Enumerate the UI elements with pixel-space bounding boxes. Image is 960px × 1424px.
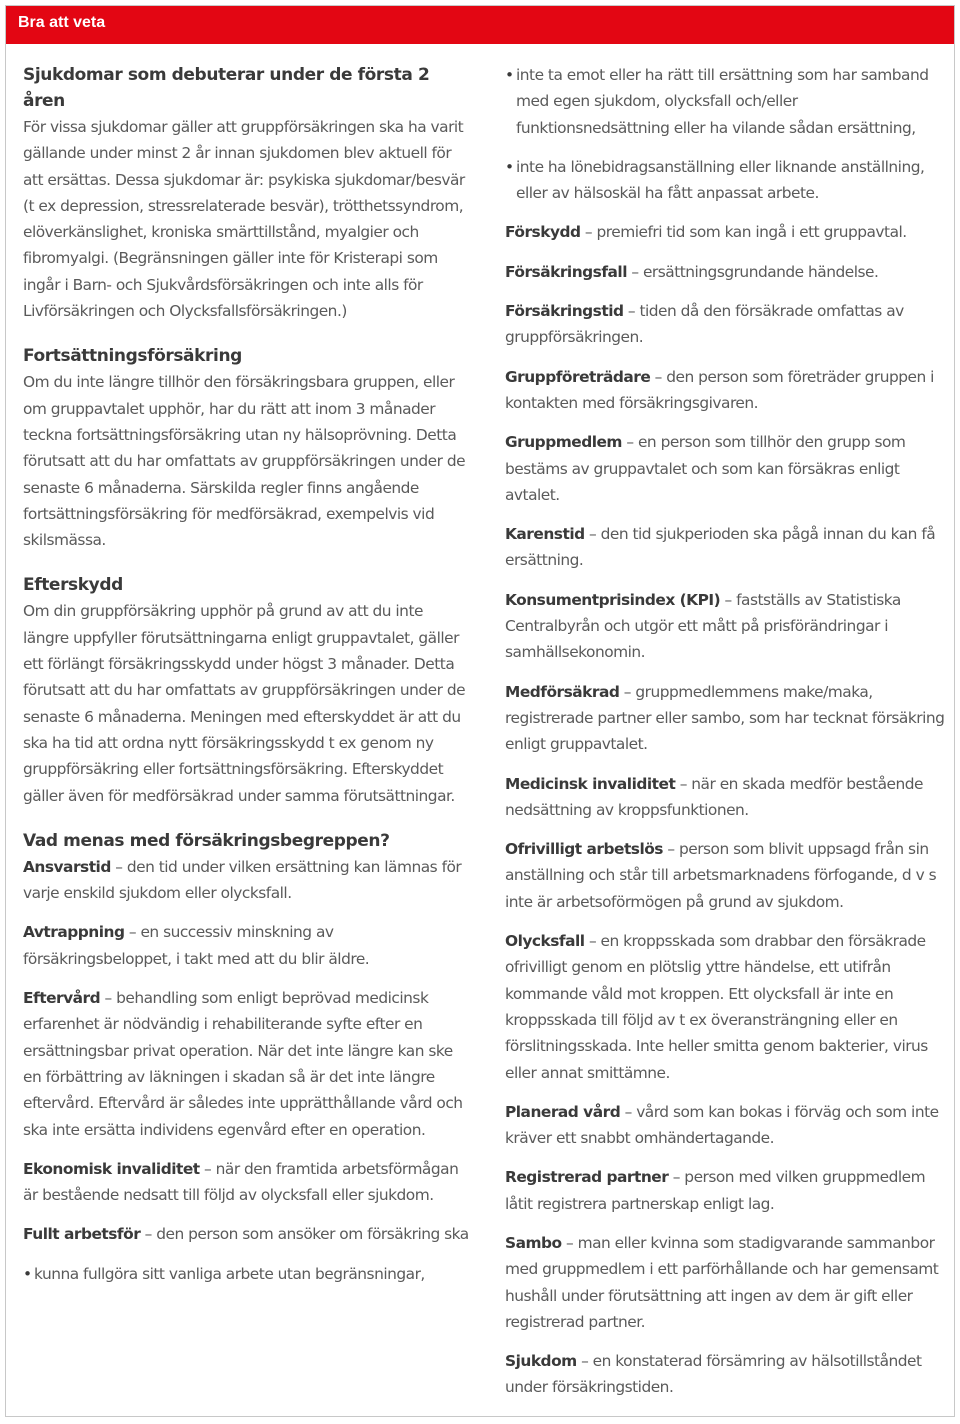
- definition-text: – en person som tillhör den grupp som bestäms av gruppavtalet och som kan försäkras enligt avtalet.: [505, 433, 906, 504]
- definition-term: Ekonomisk invaliditet: [23, 1159, 200, 1178]
- section-text: För vissa sjukdomar gäller att gruppförsäkringen ska ha varit gällande under minst 2 år innan sjukdomen blev aktuell för att ersättas. Dessa sjukdomar är: psykiska sjukdomar/besvär (t ex depression, stressrelaterade besvär), trötthetssyndrom, elöverkänslighet, kroniska smärttillstånd, myalgier och fibromyalgi. (Begränsningen gäller inte för Kristerapi som ingår i Barn- och Sjukvårdsförsäkringen och inte alls för Livförsäkringen och Olycksfallsförsäkringen.): [23, 118, 465, 321]
- definition-text: – vård som kan bokas i förväg och som inte kräver ett snabbt omhändertagande.: [505, 1102, 939, 1148]
- definition-text: – tiden då den försäkrade omfattas av gruppförsäkringen.: [505, 302, 904, 347]
- definitions-heading: Vad menas med försäkringsbegreppen?: [23, 830, 390, 851]
- definition-term: Gruppföreträdare: [505, 367, 651, 386]
- section-early-illness: [23, 62, 473, 324]
- section-heading: Sjukdomar som debuterar under de första 2 åren: [23, 65, 430, 111]
- definition-term: Konsumentprisindex (KPI): [505, 590, 721, 609]
- definition-item: [505, 259, 955, 285]
- definition-text: – ersättningsgrundande händelse.: [626, 262, 879, 281]
- definition-item: [505, 836, 955, 915]
- definition-term: Eftervård: [23, 989, 101, 1008]
- section-after-cover: [23, 572, 473, 808]
- section-banner: [6, 6, 954, 44]
- definition-term: Planerad vård: [505, 1102, 621, 1121]
- definition-text: – när den framtida arbetsförmågan är bestående nedsatt till följd av olycksfall eller sjukdom.: [23, 1159, 459, 1205]
- definition-item: [23, 919, 473, 972]
- definition-text: – den person som ansöker om försäkring ska: [140, 1225, 469, 1244]
- bullet-text: kunna fullgöra sitt vanliga arbete utan begränsningar,: [34, 1264, 425, 1283]
- definition-term: Sambo: [505, 1233, 562, 1252]
- section-text: Om din gruppförsäkring upphör på grund av att du inte längre uppfyller förutsättningarna enligt gruppavtalet, gäller ett förlängt försäkringsskydd under högst 3 månader. Detta förutsatt att du har omfattats av gruppförsäkringen under de senaste 6 månaderna. Meningen med efterskyddet är att du ska ha tid att ordna nytt försäkringsskydd t ex genom ny gruppförsäkring eller fortsättningsförsäkring. Efterskyddet gäller även för medförsäkrad under samma förutsättningar.: [23, 602, 466, 805]
- definition-text: – premiefri tid som kan ingå i ett gruppavtal.: [580, 223, 907, 242]
- definition-term: Försäkringsfall: [505, 262, 627, 281]
- definition-item: [505, 1099, 955, 1152]
- section-heading: Fortsättningsförsäkring: [23, 346, 242, 367]
- definition-term: Ansvarstid: [23, 857, 111, 876]
- left-column: [23, 62, 473, 1300]
- bullet-icon: •: [505, 66, 514, 84]
- definition-item: [505, 364, 955, 417]
- definition-item: [505, 521, 955, 574]
- banner-title: Bra att veta: [18, 14, 106, 31]
- definition-term: Fullt arbetsför: [23, 1225, 141, 1244]
- definition-text: – person med vilken gruppmedlem låtit registrera partnerskap enligt lag.: [505, 1168, 926, 1213]
- definition-term: Avtrappning: [23, 923, 125, 942]
- definition-text: – den tid under vilken ersättning kan lämnas för varje enskild sjukdom eller olycksfall.: [23, 857, 462, 903]
- definition-term: Olycksfall: [505, 932, 585, 951]
- definition-text: – den person som företräder gruppen i kontakten med försäkringsgivaren.: [505, 367, 934, 412]
- definition-item: [505, 1348, 955, 1401]
- definition-term: Gruppmedlem: [505, 433, 622, 452]
- definition-text: – när en skada medför bestående nedsättning av kroppsfunktionen.: [505, 774, 923, 819]
- bullet-text: inte ha lönebidragsanställning eller liknande anställning, eller av hälsoskäl ha fått anpassat arbete.: [516, 157, 925, 203]
- section-continuation-insurance: [23, 343, 473, 553]
- definition-text: – man eller kvinna som stadigvarande sammanbor med gruppmedlem i ett parförhållande och har gemensamt hushåll under förutsättning att ingen av dem är gift eller registrerad partner.: [505, 1233, 939, 1331]
- definition-term: Registrerad partner: [505, 1168, 669, 1187]
- bullet-text: inte ta emot eller ha rätt till ersättning som har samband med egen sjukdom, olycksfall och/eller funktionsnedsättning eller ha vilande sådan ersättning,: [516, 66, 929, 137]
- definition-item: [505, 928, 955, 1086]
- definition-term: Försäkringstid: [505, 302, 624, 321]
- definition-term: Karenstid: [505, 525, 585, 544]
- definition-item: [505, 298, 955, 351]
- section-text: Om du inte längre tillhör den försäkringsbara gruppen, eller om gruppavtalet upphör, har du rätt att inom 3 månader teckna fortsättningsförsäkring utan ny hälsoprövning. Detta förutsatt att du har omfattats av gruppförsäkringen under de senaste 6 månaderna. Särskilda regler finns angående fortsättningsförsäkring för medförsäkrad, exempelvis vid skilsmässa.: [23, 373, 466, 550]
- bullet-icon: •: [505, 157, 514, 176]
- definition-item: [23, 1221, 473, 1247]
- definition-term: Förskydd: [505, 223, 581, 242]
- definition-term: Medförsäkrad: [505, 682, 620, 701]
- definition-item: [505, 1230, 955, 1335]
- definition-item: [505, 429, 955, 508]
- bullet-icon: •: [23, 1264, 32, 1283]
- definition-item: [505, 1164, 955, 1217]
- definition-item: [505, 219, 955, 245]
- definition-term: Ofrivilligt arbetslös: [505, 840, 663, 859]
- definition-term: Sjukdom: [505, 1352, 577, 1371]
- definition-text: – en kroppsskada som drabbar den försäkrade ofrivilligt genom en plötslig yttre händelse, ett utifrån kommande våld mot kroppen. Ett olycksfall är inte en kroppsskada till följd av t ex överansträngning eller en förslitningsskada. Inte heller smitta genom bakterier, virus eller annat smittämne.: [505, 932, 928, 1082]
- definition-item: [23, 1156, 473, 1209]
- definition-item: [23, 854, 473, 907]
- definition-text: – en successiv minskning av försäkringsbeloppet, i takt med att du blir äldre.: [23, 923, 370, 968]
- definition-term: Medicinsk invaliditet: [505, 774, 676, 793]
- right-column: [505, 62, 955, 1414]
- definition-text: – person som blivit uppsagd från sin anställning och står till arbetsmarknadens förfogande, d v s inte är arbetsoförmögen på grund av sjukdom.: [505, 840, 937, 911]
- page-frame: [5, 5, 955, 1417]
- section-heading: Efterskydd: [23, 575, 123, 596]
- definition-item: [505, 771, 955, 824]
- definition-text: – behandling som enligt beprövad medicinsk erfarenhet är nödvändig i rehabiliterande syfte efter en ersättningsbar privat operation. När det inte längre kan ske en förbättring av läkningen i skadan så är det inte längre eftervård. Eftervård är således inte upprätthållande vård och ska inte ersätta individens egenvård efter en operation.: [23, 989, 463, 1139]
- bullet-item: [505, 154, 955, 207]
- definition-item: [505, 587, 955, 666]
- definition-text: – gruppmedlemmens make/maka, registrerade partner eller sambo, som har tecknat försäkring enligt gruppavtalet.: [505, 682, 945, 754]
- definition-text: – den tid sjukperioden ska pågå innan du kan få ersättning.: [505, 525, 936, 570]
- bullet-item: [505, 62, 955, 141]
- definition-item: [23, 985, 473, 1143]
- definition-item: [505, 679, 955, 758]
- definition-text: – fastställs av Statistiska Centralbyrån och utgör ett mått på prisförändringar i samhällsekonomin.: [505, 590, 901, 662]
- definition-text: – en konstaterad försämring av hälsotillståndet under försäkringstiden.: [505, 1352, 922, 1397]
- bullet-item: [23, 1261, 473, 1287]
